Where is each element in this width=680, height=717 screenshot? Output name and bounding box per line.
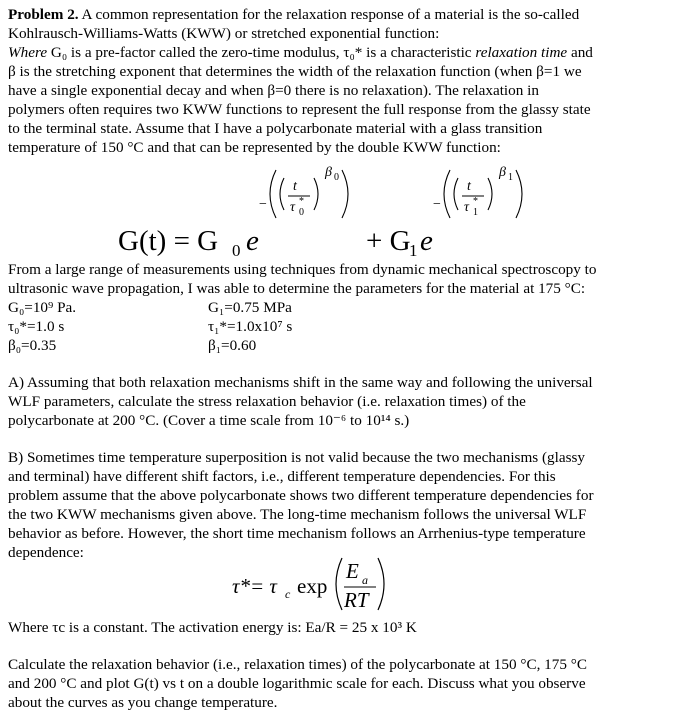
part-b-line-4: the two KWW mechanisms given above. The long-time mechanism follows the universal WLF	[8, 506, 587, 523]
intro-text-1: A common representation for the relaxation response of a material is the so-called	[78, 6, 580, 23]
eq1-paren-outer-l0	[270, 170, 276, 218]
final-line-1: Calculate the relaxation behavior (i.e., relaxation times) of the polycarbonate at 150 °C, 175 °C	[8, 656, 587, 673]
eq2-paren-l	[336, 558, 342, 610]
param-beta1: β₁=0.60	[208, 337, 257, 354]
param-tau1: τ₁*=1.0x10⁷ s	[208, 318, 293, 335]
part-a-line-1: A) Assuming that both relaxation mechanisms shift in the same way and following the universal	[8, 374, 593, 391]
param-tau0: τ₀*=1.0 s	[8, 318, 65, 335]
eq2-num: E	[346, 559, 359, 583]
desc-line-2: β is the stretching exponent that determines the width of the relaxation function (when β=1 we	[8, 63, 582, 80]
eq1-e1: e	[420, 225, 433, 256]
eq1-paren-outer-r0	[342, 170, 348, 218]
where-tc-paragraph	[8, 618, 674, 637]
eq1-paren-inner-l0	[280, 178, 284, 210]
eq1-beta1: β	[499, 165, 506, 180]
intro-line-1	[8, 5, 674, 24]
eq1-tau0: τ	[290, 200, 296, 215]
eq2-den: RT	[344, 588, 369, 612]
eq1-paren-outer-l1	[444, 170, 450, 218]
kww-equation	[0, 158, 680, 256]
measure-line-2: ultrasonic wave propagation, I was able to determine the parameters for the material at 175 °C:	[8, 280, 586, 297]
eq1-tau1-sub: 1	[473, 207, 478, 218]
part-a	[8, 373, 674, 430]
eq1-paren-outer-r1	[516, 170, 522, 218]
eq1-minus1: −	[433, 197, 441, 212]
part-b-line-5: behavior as before. However, the short time mechanism follows an Arrhenius-type temperature	[8, 525, 586, 542]
eq2-exp: exp	[297, 574, 328, 598]
parameter-list	[8, 298, 408, 355]
eq1-sub1: 1	[409, 241, 418, 256]
eq1-tau0-sub: 0	[299, 207, 304, 218]
eq1-tau1: τ	[464, 200, 470, 215]
param-row-tau	[8, 317, 408, 336]
measure-line-1: From a large range of measurements using techniques from dynamic mechanical spectroscopy to	[8, 261, 597, 278]
part-b-line-1: B) Sometimes time temperature superposition is not valid because the two mechanisms (glassy	[8, 449, 586, 466]
param-beta0: β₀=0.35	[8, 337, 57, 354]
eq1-paren-inner-l1	[454, 178, 458, 210]
part-b-line-3: problem assume that the above polycarbonate shows two different temperature dependencies for	[8, 487, 594, 504]
eq1-star0: *	[299, 196, 304, 207]
param-g0: G₀=10⁹ Pa.	[8, 299, 77, 316]
eq1-star1: *	[473, 196, 478, 207]
final-paragraph	[8, 655, 674, 712]
eq1-beta0-sub: 0	[334, 172, 339, 183]
eq1-paren-inner-r0	[314, 178, 318, 210]
desc-line-5: to the terminal state. Assume that I have a polycarbonate material with a glass transition	[8, 120, 543, 137]
intro-line-2: Kohlrausch-Williams-Watts (KWW) or stretched exponential function:	[8, 25, 440, 42]
arrhenius-equation	[0, 556, 680, 614]
eq2-paren-r	[378, 558, 384, 610]
eq1-e0: e	[246, 225, 259, 256]
eq1-sub0: 0	[232, 241, 241, 256]
desc-text-1: G₀ is a pre-factor called the zero-time modulus, τ₀* is a characteristic	[47, 44, 476, 61]
eq1-t1: t	[467, 179, 471, 194]
measurement-paragraph	[8, 260, 674, 298]
eq1-paren-inner-r1	[488, 178, 492, 210]
eq2-num-sub: a	[362, 573, 368, 587]
and-word: and	[567, 44, 593, 61]
problem-label: Problem 2.	[8, 6, 79, 23]
eq2-lhs: τ*= τ	[232, 574, 277, 598]
eq1-t0: t	[293, 179, 297, 194]
desc-line-6: temperature of 150 °C and that can be represented by the double KWW function:	[8, 139, 501, 156]
part-b	[8, 448, 674, 562]
relaxation-time-italic: relaxation time	[475, 44, 568, 61]
where-italic: Where	[8, 44, 48, 61]
eq1-minus0: −	[259, 197, 267, 212]
desc-line-3: have a single exponential decay and when β=0 there is no relaxation). The relaxation in	[8, 82, 539, 99]
desc-line-4: polymers often requires two KWW functions to represent the full response from the glassy state	[8, 101, 591, 118]
final-line-3: about the curves as you change temperature.	[8, 694, 278, 711]
final-line-2: and 200 °C and plot G(t) vs t on a double logarithmic scale for each. Discuss what you observe	[8, 675, 586, 692]
part-a-line-3: polycarbonate at 200 °C. (Cover a time scale from 10⁻⁶ to 10¹⁴ s.)	[8, 412, 410, 429]
param-g1: G₁=0.75 MPa	[208, 299, 292, 316]
part-b-line-2: and terminal) have different shift factors, i.e., different temperature dependencies. For this	[8, 468, 556, 485]
param-row-beta	[8, 336, 408, 355]
param-row-g	[8, 298, 408, 317]
desc-line-1	[8, 43, 674, 62]
part-a-line-2: WLF parameters, calculate the stress relaxation behavior (i.e. relaxation times) of the	[8, 393, 526, 410]
eq1-beta1-sub: 1	[508, 172, 513, 183]
eq1-lhs: G(t) = G	[118, 225, 219, 256]
eq1-plus: + G	[366, 225, 411, 256]
where-tc-line: Where τc is a constant. The activation energy is: Ea/R = 25 x 10³ K	[8, 619, 417, 636]
eq2-sub-c: c	[285, 587, 291, 601]
intro-paragraph	[8, 5, 674, 157]
eq1-beta0: β	[325, 165, 332, 180]
part-b-line-6: dependence:	[8, 544, 84, 561]
